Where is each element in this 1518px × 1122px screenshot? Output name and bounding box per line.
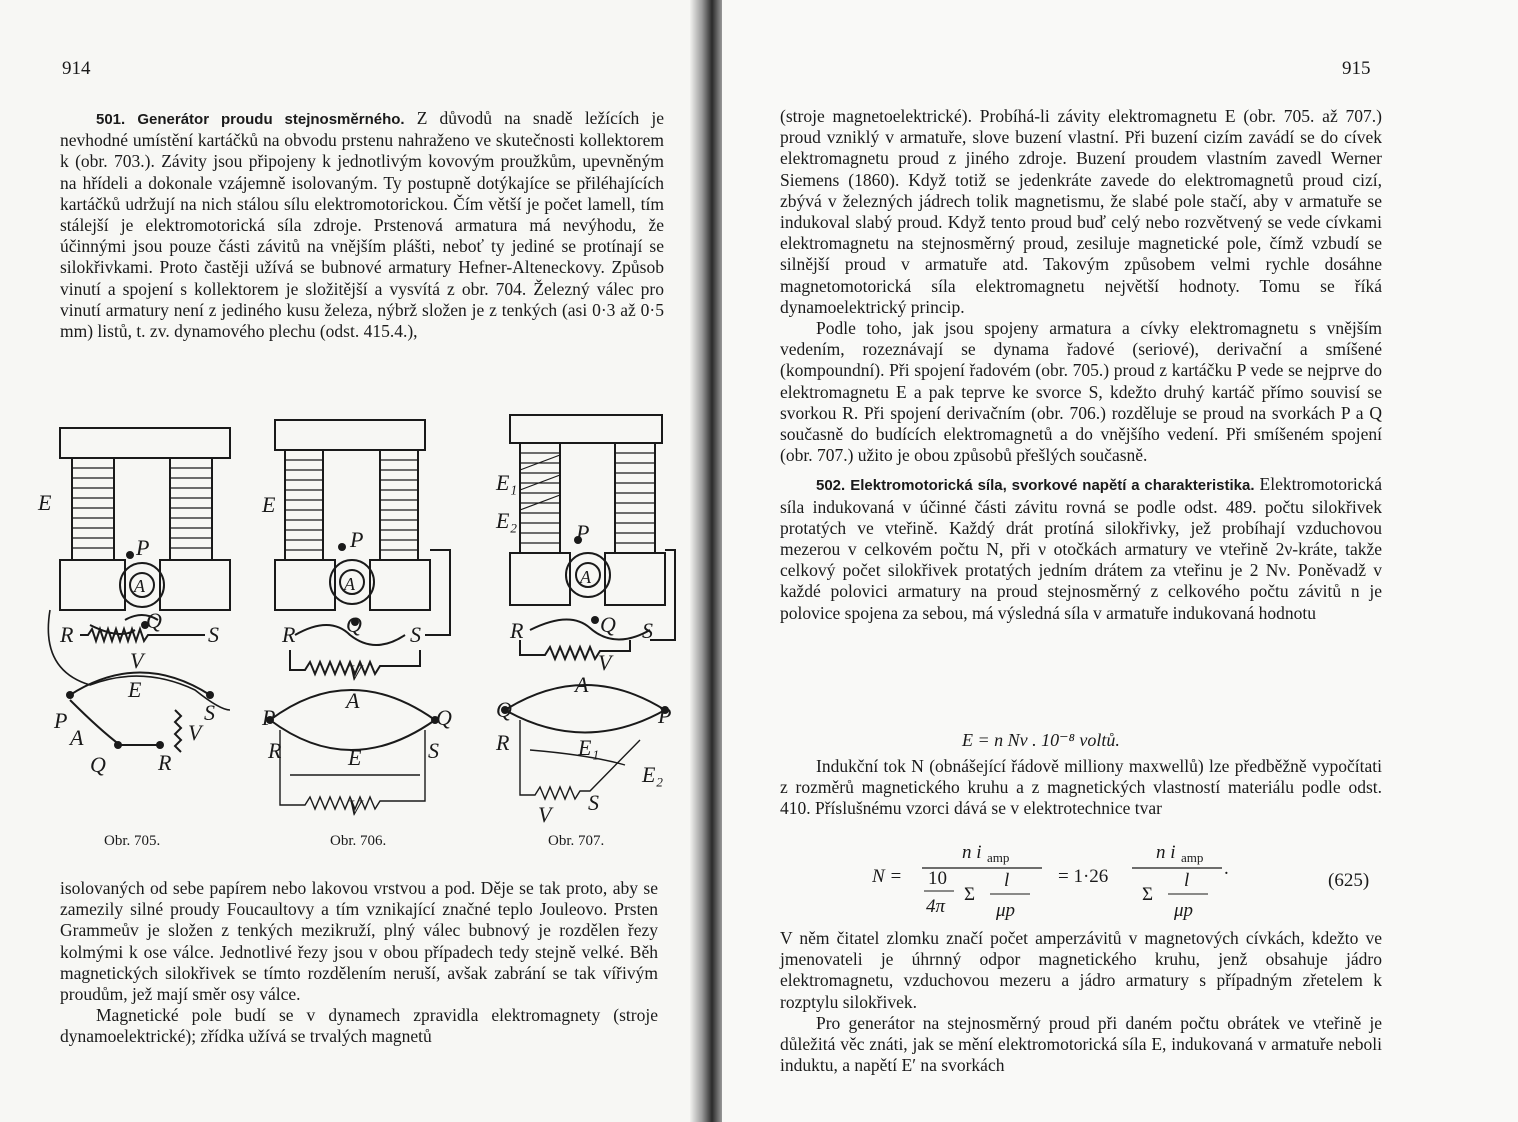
eq625-sigma2: Σ (1142, 884, 1154, 905)
section-title-501: Generátor proudu stejnosměrného. (137, 111, 405, 128)
right-paragraph-4: Indukční tok N (obnášející řádově milliony maxwellů) lze předběžně vypočítati z rozměrů magnetického kruhu a z magnetických vlastností materiálu podle odst. 410. Příslušnému vzorci dává se v elektrotechnice tvar (780, 756, 1382, 819)
fig707-label-Q2: Q (496, 697, 512, 722)
right-paragraph-6: Pro generátor na stejnosměrný proud při daném počtu obrátek ve vteřině je důležitá věc znáti, jak se mění elektromotorická síla E, indukovaná v armatuře neboli induktu, a napětí E′ na svorkách (780, 1012, 1382, 1076)
right-paragraph-2: Podle toho, jak jsou spojeny armatura a cívky elektromagnetu s vnějším vedením, rozeznávají se dynama řadové (seriové), derivační a smíšené (kompoundní). Při spojení řadovém (obr. 705.) proud z kartáčku P vede se nejprve do elektromagnetu E a pak teprve ke svorce S, kdežto druhý kartáč přímo souvisí se svorkou R. Při spojení derivačním (obr. 706.) rozděluje se proud na svorkách P a Q současně do budících elektromagnetů a do vnějšího vedení. Při smíšeném spojení (obr. 707.) užito je obou způsobů přešlých současně. (780, 318, 1382, 466)
fig707-label-E1b: E₁ (578, 735, 600, 760)
fig706-label-V2: V (348, 795, 362, 820)
fig705-label-Q: Q (146, 608, 162, 633)
fig706-label-S2: S (428, 738, 439, 763)
left-paragraph-1: Z důvodů na snadě ležících je nevhodné umístění kartáčků na obvodu prstenu nahraženo ve skutečnosti kollektorem k (obr. 703.). Závity jsou připojeny k jednotlivým kovovým proužkům, upevněným na hřídeli a dokonale vzájemně isolovaným. Ty postupně dotýkajíce se přiléhajících kartáčků udržují na nich stálou sílu elektromotorickou. Čím větší je počet lamell, tím stálejší je elektromotorická síla zdroje. Prstenová armatura má nevýhodu, že účinnými jsou pouze části závitů na vnějším plášti, neboť ty jediné se protínají se silokřivkami. Proto častěji užívá se bubnové armatury Hefner-Alteneckovy. Způsob vinutí a spojení s kollektorem je složitější a vysvítá z obr. 704. Železný válec pro vinutí armatury není z jediného kusu železa, nýbrž složen je z tenkých (asi 0·3 až 0·5 mm) listů, t. zv. dynamového plechu (odst. 415.4.), (60, 108, 664, 342)
fig707-label-A2: A (575, 672, 589, 697)
eq625-eq: = 1·26 (1058, 866, 1109, 887)
fig706-label-E: E (262, 492, 276, 517)
fig705-label-Q2: Q (90, 752, 106, 777)
eq625-mu2: μp (1174, 900, 1194, 921)
right-paragraph-4-block (780, 756, 1382, 820)
caption-706: Obr. 706. (330, 833, 387, 849)
fig706-label-R: R (282, 622, 296, 647)
fig706-label-S: S (410, 622, 421, 647)
fig707-label-Q: Q (600, 612, 616, 637)
eq625-den1b: 4π (926, 896, 946, 917)
fig705-label-V2: V (188, 720, 202, 745)
fig706-label-P2: P (262, 705, 276, 730)
eq625-mu1: μp (996, 900, 1016, 921)
eq625-sigma1: Σ (964, 884, 976, 905)
caption-705: Obr. 705. (104, 833, 161, 849)
fig705-label-R: R (60, 622, 74, 647)
eq625-den1a: 10 (928, 868, 947, 889)
fig707-label-A: A (580, 567, 591, 587)
fig706-label-Q2: Q (436, 705, 452, 730)
eq625-num1: n i (962, 842, 982, 863)
fig707-label-V: V (598, 650, 612, 675)
fig705-label-E2: E (128, 677, 142, 702)
right-paragraph-3: Elektromotorická síla indukovaná v účinné části závitu rovná se podle odst. 489. počtu silokřivek protatých ve vteřině. Každý drát protíná silokřivky, jež probíhají vzduchovou mezerou v celkovém počtu N, při ν otočkách armatury ve vteřině 2ν-kráte, takže celkový počet silokřivek protatých jedním drátem za vteřinu je 2 Nν. Poněvadž v každé polovici armatury na proud stejnosměrný z celkového počtu závitů n je polovice spojena za sebou, má výsledná síla v armatuře indukovaná hodnotu (780, 474, 1383, 623)
right-paragraph-1: (stroje magnetoelektrické). Probíhá-li závity elektromagnetu E (obr. 705. až 707.) proud vzniklý v armatuře, slove buzení vlastní. Při buzení cizím zavádí se do cívek elektromagnetu proud z jiného zdroje. Buzení proudem vlastním zavedl Werner Siemens (1860). Když totiž se jedenkráte zavede do elektromagnetů proud cizí, zbývá v železných jádrech tolik magnetismu, že slabé pole stačí, aby v armatuře se indukoval slabý proud. Když tento proud buď celý nebo rozvětvený se vede cívkami elektromagnetu na stejnosměrný proud, zesiluje magnetické pole, čímž vzbudí se silnější proud v armatuře atd. Takovým způsobem velmi rychle dosáhne magnetomotorická síla elektromagnetu největší hodnoty. Tomu se říká dynamoelektrický princip. (780, 106, 1382, 317)
eq625-num2-sub: amp (1181, 850, 1204, 865)
eq625-end: . (1224, 858, 1229, 879)
fig705-label-S2: S (204, 700, 215, 725)
fig706-label-P: P (350, 527, 364, 552)
equation-625 (872, 838, 1392, 926)
eq625-l1: l (1004, 870, 1010, 891)
eq625-num1-sub: amp (987, 850, 1010, 865)
fig706-label-R2: R (268, 738, 282, 763)
fig705-label-A2: A (70, 725, 84, 750)
right-page (722, 0, 1518, 1122)
fig705-label-P: P (136, 535, 150, 560)
right-text-bottom (780, 928, 1382, 1076)
fig707-label-S2: S (588, 790, 599, 815)
left-text-bottom (60, 878, 658, 1048)
fig707-label-P2: P (658, 703, 672, 728)
fig706-label-A: A (344, 574, 355, 594)
fig707-label-E2b: E₂ (642, 762, 664, 787)
right-paragraph-5: V něm čitatel zlomku značí počet amperzávitů v magnetových cívkách, kdežto ve jmenovateli je úhrnný odpor magnetického kruhu, jenž obsahuje jádro elektromagnetu, vzduchovou mezeru a jádro armatury s případným zřetelem k rozptylu silokřivek. (780, 928, 1382, 1012)
fig707-label-R: R (510, 618, 524, 643)
fig706-label-A2: A (346, 688, 360, 713)
fig707-label-S: S (642, 618, 653, 643)
figures-705-707 (30, 410, 690, 830)
section-title-502: Elektromotorická síla, svorkové napětí a charakteristika. (850, 477, 1255, 495)
eq625-number: (625) (1328, 870, 1370, 891)
fig707-label-P: P (576, 520, 590, 545)
fig705-label-R2: R (158, 750, 172, 775)
fig706-label-E2: E (348, 745, 362, 770)
fig707-label-E1: E₁ (496, 470, 518, 495)
equation-emf: E = n Nν . 10⁻⁸ voltů. (962, 730, 1120, 750)
left-paragraph-3: Magnetické pole budí se v dynamech zpravidla elektromagnety (stroje dynamoelektrické); zřídka užívá se trvalých magnetů (60, 1005, 658, 1047)
left-paragraph-2: isolovaných od sebe papírem nebo lakovou vrstvou a pod. Děje se tak proto, aby se zamezily silné proudy Foucaultovy a tím vznikající značné teplo Jouleovo. Prsten Grammeův je složen z tenkých mezikruží, plný válec bubnový je rozdělen řezy kolmými k ose válce. Jednotlivé řezy jsou v obou případech tedy stejně velké. Běh magnetických silokřivek se tímto rozdělením neruší, avšak zabrání se tak vířivým proudům, jež mají směr osy válce. (60, 878, 658, 1005)
fig705-label-V: V (130, 648, 144, 673)
fig706-label-Q: Q (346, 612, 362, 637)
section-number-501: 501. (96, 111, 126, 128)
right-page-number: 915 (1342, 58, 1371, 79)
fig705-label-S: S (208, 622, 219, 647)
fig705-label-P2: P (54, 708, 68, 733)
left-page (0, 0, 704, 1122)
left-page-number: 914 (62, 58, 91, 79)
left-text-top (60, 108, 664, 342)
fig705-label-E: E (38, 490, 52, 515)
fig707-label-V2: V (538, 802, 552, 827)
fig706-label-V: V (348, 660, 362, 685)
eq625-l2: l (1184, 870, 1190, 891)
eq625-lhs: N = (872, 866, 903, 887)
section-number-502: 502. (816, 477, 846, 495)
fig707-label-R2: R (496, 730, 510, 755)
right-text-top (780, 106, 1382, 624)
fig705-label-A: A (134, 576, 145, 596)
caption-707: Obr. 707. (548, 833, 605, 849)
eq625-num2: n i (1156, 842, 1176, 863)
fig707-label-E2: E₂ (496, 508, 518, 533)
